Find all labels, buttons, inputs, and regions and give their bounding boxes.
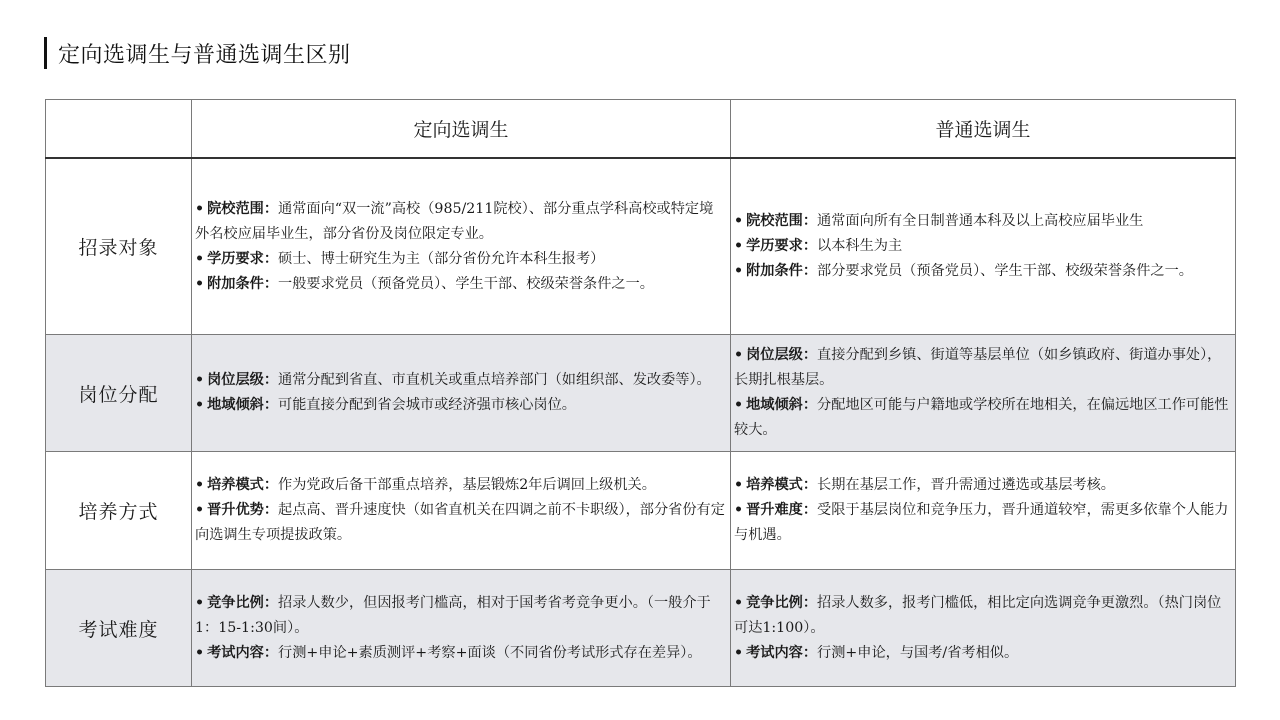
item-key: 考试内容： — [207, 644, 279, 661]
list-item: • 竞争比例：招录人数少，但因报考门槛高，相对于国考省考竞争更小。（一般介于1：15-1:30间）。 — [195, 594, 711, 636]
list-item: • 岗位层级：通常分配到省直、市直机关或重点培养部门（如组织部、发改委等）。 — [195, 372, 711, 388]
item-text: 受限于基层岗位和竞争压力，晋升通道较窄，需更多依靠个人能力与机遇。 — [734, 502, 1229, 543]
list-item: • 晋升难度：受限于基层岗位和竞争压力，晋升通道较窄，需更多依靠个人能力与机遇。 — [734, 502, 1229, 543]
cell-directed — [192, 158, 731, 335]
item-text: 行测+申论+素质测评+考察+面谈（不同省份考试形式存在差异）。 — [278, 644, 702, 661]
item-key: 晋升难度： — [746, 502, 818, 518]
item-text: 一般要求党员（预备党员）、学生干部、校级荣誉条件之一。 — [278, 275, 654, 292]
item-text: 分配地区可能与户籍地或学校所在地相关，在偏远地区工作可能性较大。 — [734, 397, 1229, 438]
list-item: • 院校范围：通常面向“双一流”高校（985/211院校）、部分重点学科高校或特定境外名校应届毕业生，部分省份及岗位限定专业。 — [195, 200, 714, 242]
table-row — [46, 335, 1236, 452]
cell-regular — [731, 570, 1236, 687]
page-title-block — [44, 37, 351, 69]
item-text: 通常分配到省直、市直机关或重点培养部门（如组织部、发改委等）。 — [278, 372, 711, 388]
list-item: • 附加条件：部分要求党员（预备党员）、学生干部、校级荣誉条件之一。 — [734, 263, 1193, 279]
item-text: 起点高、晋升速度快（如省直机关在四调之前不卡职级），部分省份有定向选调生专项提拔政策。 — [195, 502, 725, 543]
cell-directed — [192, 452, 731, 570]
item-text: 招录人数多，报考门槛低，相比定向选调竞争更激烈。（热门岗位可达1:100）。 — [734, 594, 1222, 636]
item-text: 以本科生为主 — [817, 238, 903, 254]
item-key: 院校范围： — [746, 213, 818, 229]
header-regular: 普通选调生 — [731, 100, 1236, 159]
item-key: 地域倾斜： — [207, 397, 279, 413]
item-key: 院校范围： — [207, 200, 279, 217]
item-text: 部分要求党员（预备党员）、学生干部、校级荣誉条件之一。 — [817, 263, 1193, 279]
list-item: • 地域倾斜：分配地区可能与户籍地或学校所在地相关，在偏远地区工作可能性较大。 — [734, 397, 1229, 438]
page-title: 定向选调生与普通选调生区别 — [58, 42, 351, 68]
list-item: • 附加条件：一般要求党员（预备党员）、学生干部、校级荣誉条件之一。 — [195, 275, 654, 292]
item-text: 硕士、博士研究生为主（部分省份允许本科生报考） — [278, 250, 605, 267]
item-key: 附加条件： — [746, 263, 818, 279]
list-item: • 院校范围：通常面向所有全日制普通本科及以上高校应届毕业生 — [734, 213, 1144, 229]
table-row — [46, 570, 1236, 687]
table-row — [46, 158, 1236, 335]
list-item: • 考试内容：行测+申论+素质测评+考察+面谈（不同省份考试形式存在差异）。 — [195, 644, 702, 661]
item-key: 晋升优势： — [207, 502, 279, 518]
item-key: 学历要求： — [746, 238, 818, 254]
row-label: 考试难度 — [46, 570, 192, 687]
list-item: • 培养模式：作为党政后备干部重点培养，基层锻炼2年后调回上级机关。 — [195, 477, 656, 493]
item-key: 地域倾斜： — [746, 397, 818, 413]
list-item: • 学历要求：以本科生为主 — [734, 238, 903, 254]
cell-directed — [192, 570, 731, 687]
list-item: • 地域倾斜：可能直接分配到省会城市或经济强市核心岗位。 — [195, 397, 576, 413]
list-item: • 竞争比例：招录人数多，报考门槛低，相比定向选调竞争更激烈。（热门岗位可达1:100）。 — [734, 594, 1222, 636]
list-item: • 晋升优势：起点高、晋升速度快（如省直机关在四调之前不卡职级），部分省份有定向选调生专项提拔政策。 — [195, 502, 725, 543]
item-key: 附加条件： — [207, 275, 279, 292]
cell-regular — [731, 158, 1236, 335]
cell-regular — [731, 335, 1236, 452]
item-text: 直接分配到乡镇、街道等基层单位（如乡镇政府、街道办事处），长期扎根基层。 — [734, 347, 1222, 388]
item-text: 招录人数少，但因报考门槛高，相对于国考省考竞争更小。（一般介于1：15-1:30间）。 — [195, 594, 711, 636]
item-key: 岗位层级： — [746, 347, 818, 363]
item-text: 长期在基层工作，晋升需通过遴选或基层考核。 — [817, 477, 1115, 493]
comparison-table — [45, 99, 1236, 687]
item-key: 考试内容： — [746, 644, 818, 661]
row-label: 培养方式 — [46, 452, 192, 570]
item-key: 竞争比例： — [207, 594, 279, 611]
header-corner — [46, 100, 192, 159]
list-item: • 学历要求：硕士、博士研究生为主（部分省份允许本科生报考） — [195, 250, 605, 267]
title-accent-bar — [44, 37, 47, 69]
item-text: 作为党政后备干部重点培养，基层锻炼2年后调回上级机关。 — [278, 477, 656, 493]
list-item: • 考试内容：行测+申论，与国考/省考相似。 — [734, 644, 1019, 661]
row-label: 岗位分配 — [46, 335, 192, 452]
header-directed: 定向选调生 — [192, 100, 731, 159]
cell-directed — [192, 335, 731, 452]
list-item: • 岗位层级：直接分配到乡镇、街道等基层单位（如乡镇政府、街道办事处），长期扎根基层。 — [734, 347, 1222, 388]
item-key: 培养模式： — [207, 477, 279, 493]
row-label: 招录对象 — [46, 158, 192, 335]
item-text: 通常面向所有全日制普通本科及以上高校应届毕业生 — [817, 213, 1144, 229]
item-key: 培养模式： — [746, 477, 818, 493]
item-key: 学历要求： — [207, 250, 279, 267]
item-text: 可能直接分配到省会城市或经济强市核心岗位。 — [278, 397, 576, 413]
item-text: 行测+申论，与国考/省考相似。 — [817, 644, 1019, 661]
item-text: 通常面向“双一流”高校（985/211院校）、部分重点学科高校或特定境外名校应届毕业生，部分省份及岗位限定专业。 — [195, 200, 714, 242]
item-key: 岗位层级： — [207, 372, 279, 388]
cell-regular — [731, 452, 1236, 570]
table-row — [46, 452, 1236, 570]
item-key: 竞争比例： — [746, 594, 818, 611]
list-item: • 培养模式：长期在基层工作，晋升需通过遴选或基层考核。 — [734, 477, 1115, 493]
table-header-row — [46, 100, 1236, 159]
